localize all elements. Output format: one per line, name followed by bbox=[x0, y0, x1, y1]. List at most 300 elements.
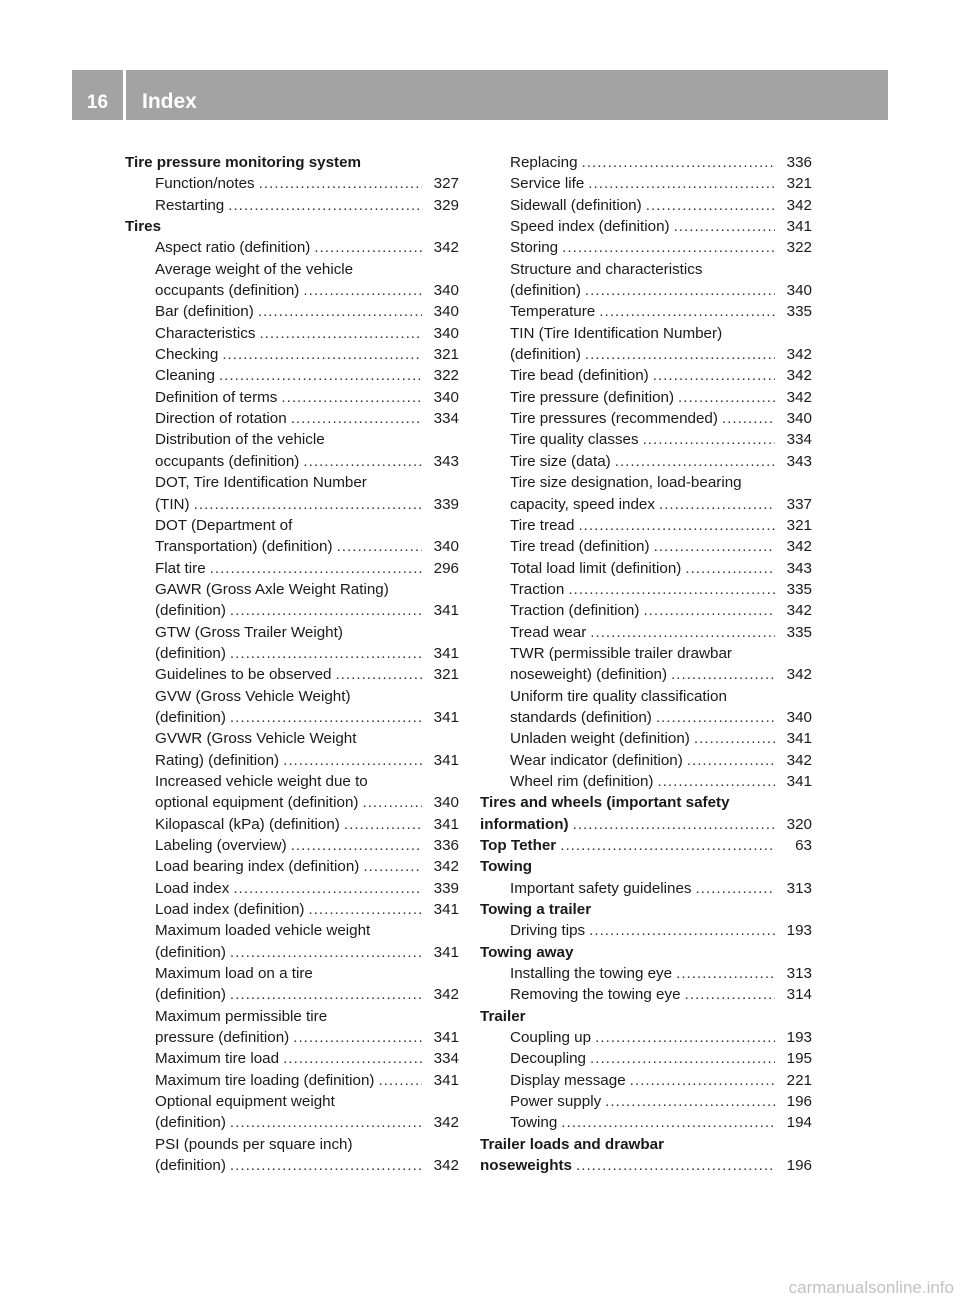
dot-leader bbox=[676, 963, 775, 984]
index-entry-text: TIN (Tire Identification Number) bbox=[510, 324, 723, 342]
dot-leader bbox=[588, 173, 775, 194]
index-entry bbox=[125, 173, 459, 194]
index-entry bbox=[480, 408, 812, 429]
index-entry-label: Tire tread (definition) bbox=[510, 538, 650, 556]
index-heading-entry bbox=[480, 835, 812, 856]
index-page-number: 329 bbox=[433, 196, 459, 214]
index-entry-label: Load index (definition) bbox=[155, 901, 305, 919]
dot-leader bbox=[696, 878, 775, 899]
index-column-right bbox=[480, 152, 812, 1177]
index-entry bbox=[125, 942, 459, 963]
dot-leader bbox=[230, 1112, 422, 1133]
index-page-number: 341 bbox=[433, 943, 459, 961]
index-entry-label: Maximum tire load bbox=[155, 1050, 280, 1068]
index-entry bbox=[480, 579, 812, 600]
index-entry-label: Installing the towing eye bbox=[510, 965, 673, 983]
index-entry-text: Maximum permissible tire bbox=[155, 1007, 328, 1025]
index-entry-label: Important safety guidelines bbox=[510, 879, 692, 897]
index-entry-label: (definition) bbox=[510, 282, 581, 300]
dot-leader bbox=[308, 899, 422, 920]
dot-leader bbox=[657, 771, 775, 792]
index-entry bbox=[480, 1112, 812, 1133]
index-page-number: 322 bbox=[433, 367, 459, 385]
dot-leader bbox=[590, 1048, 775, 1069]
index-entry-label: Temperature bbox=[510, 303, 596, 321]
dot-leader bbox=[363, 856, 422, 877]
index-entry bbox=[125, 387, 459, 408]
index-page-number: 195 bbox=[786, 1050, 812, 1068]
dot-leader bbox=[344, 814, 422, 835]
index-heading-entry bbox=[480, 1155, 812, 1176]
dot-leader bbox=[568, 579, 775, 600]
dot-leader bbox=[678, 387, 775, 408]
index-entry bbox=[125, 558, 459, 579]
index-entry-label: Removing the towing eye bbox=[510, 986, 681, 1004]
index-entry-label: Flat tire bbox=[155, 559, 206, 577]
index-entry bbox=[125, 195, 459, 216]
index-entry bbox=[480, 429, 812, 450]
index-entry-label: Load bearing index (definition) bbox=[155, 858, 360, 876]
index-entry-label: (definition) bbox=[155, 1157, 226, 1175]
index-entry bbox=[480, 707, 812, 728]
index-column-left bbox=[125, 152, 459, 1177]
index-entry bbox=[125, 643, 459, 664]
index-page-number: 63 bbox=[795, 837, 812, 854]
index-entry-label: Tire tread bbox=[510, 516, 575, 534]
index-page-number: 340 bbox=[433, 538, 459, 556]
index-heading: Tire pressure monitoring system bbox=[125, 154, 362, 171]
index-page-number: 340 bbox=[433, 303, 459, 321]
index-page-number: 340 bbox=[433, 324, 459, 342]
index-page-number: 313 bbox=[786, 965, 812, 983]
index-page-number: 342 bbox=[786, 666, 812, 684]
index-page-number: 342 bbox=[433, 239, 459, 257]
index-entry-text: GVWR (Gross Vehicle Weight bbox=[155, 730, 357, 748]
index-page-number: 321 bbox=[433, 346, 459, 364]
dot-leader bbox=[194, 494, 422, 515]
dot-leader bbox=[605, 1091, 775, 1112]
index-page-number: 327 bbox=[433, 175, 459, 193]
index-page-number: 342 bbox=[786, 751, 812, 769]
index-entry bbox=[480, 536, 812, 557]
dot-leader bbox=[687, 750, 775, 771]
dot-leader bbox=[362, 792, 422, 813]
dot-leader bbox=[314, 237, 422, 258]
index-entry-text: Maximum load on a tire bbox=[155, 965, 313, 983]
dot-leader bbox=[303, 280, 422, 301]
index-entry bbox=[125, 237, 459, 258]
index-page-number: 341 bbox=[433, 815, 459, 833]
dot-leader bbox=[228, 195, 422, 216]
index-entry-text: Structure and characteristics bbox=[510, 260, 703, 278]
index-entry bbox=[125, 494, 459, 515]
index-page-number: 334 bbox=[433, 410, 459, 428]
dot-leader bbox=[291, 835, 422, 856]
index-entry-text: Maximum loaded vehicle weight bbox=[155, 922, 371, 940]
index-entry bbox=[480, 984, 812, 1005]
index-entry-text: DOT (Department of bbox=[155, 516, 293, 534]
dot-leader bbox=[585, 344, 775, 365]
index-heading: Towing away bbox=[480, 943, 574, 961]
index-page-number: 339 bbox=[433, 495, 459, 513]
index-entry bbox=[480, 216, 812, 237]
index-entry-label: Bar (definition) bbox=[155, 303, 254, 321]
index-entry-label: Characteristics bbox=[155, 324, 256, 342]
index-page-number: 340 bbox=[433, 282, 459, 300]
dot-leader bbox=[630, 1070, 775, 1091]
index-entry-label: Wheel rim (definition) bbox=[510, 772, 654, 790]
index-page-number: 196 bbox=[786, 1093, 812, 1111]
index-entry bbox=[480, 280, 812, 301]
index-page-number: 334 bbox=[433, 1050, 459, 1068]
index-heading: Tires bbox=[125, 218, 162, 236]
dot-leader bbox=[230, 600, 422, 621]
dot-leader bbox=[643, 600, 775, 621]
index-entry bbox=[125, 664, 459, 685]
index-page-number: 342 bbox=[786, 196, 812, 214]
dot-leader bbox=[222, 344, 422, 365]
index-heading: Towing bbox=[480, 858, 533, 876]
dot-leader bbox=[233, 878, 422, 899]
index-page-number: 342 bbox=[433, 986, 459, 1004]
index-entry-label: Service life bbox=[510, 175, 585, 193]
index-heading: Trailer bbox=[480, 1007, 526, 1025]
index-page-number: 335 bbox=[786, 580, 812, 598]
index-entry-label: (definition) bbox=[155, 986, 226, 1004]
index-entry-label: Power supply bbox=[510, 1093, 602, 1111]
index-page-number: 221 bbox=[786, 1071, 812, 1089]
index-page-number: 343 bbox=[786, 452, 812, 470]
dot-leader bbox=[685, 558, 775, 579]
index-entry-label: Aspect ratio (definition) bbox=[155, 239, 311, 257]
dot-leader bbox=[599, 301, 775, 322]
dot-leader bbox=[582, 152, 775, 173]
index-heading-entry bbox=[480, 814, 812, 835]
index-entry bbox=[125, 899, 459, 920]
dot-leader bbox=[659, 494, 775, 515]
index-page-number: 341 bbox=[786, 772, 812, 790]
dot-leader bbox=[230, 942, 422, 963]
index-page-number: 337 bbox=[786, 495, 812, 513]
index-entry-label: capacity, speed index bbox=[510, 495, 655, 513]
dot-leader bbox=[694, 728, 775, 749]
index-entry-label: Tire pressures (recommended) bbox=[510, 410, 718, 428]
index-entry-text: Optional equipment weight bbox=[155, 1093, 335, 1111]
index-entry-label: (definition) bbox=[155, 1114, 226, 1132]
index-entry-label: Restarting bbox=[155, 196, 225, 214]
index-entry-text: Average weight of the vehicle bbox=[155, 260, 354, 278]
index-page-number: 314 bbox=[786, 986, 812, 1004]
index-page-number: 343 bbox=[786, 559, 812, 577]
index-heading: Trailer loads and drawbar bbox=[480, 1135, 664, 1153]
index-entry bbox=[480, 344, 812, 365]
index-entry-label: Unladen weight (definition) bbox=[510, 730, 690, 748]
dot-leader bbox=[573, 814, 775, 835]
index-page-number: 341 bbox=[786, 730, 812, 748]
index-page-number: 343 bbox=[433, 452, 459, 470]
index-entry bbox=[125, 1070, 459, 1091]
dot-leader bbox=[210, 558, 422, 579]
index-entry-label: Top Tether bbox=[480, 837, 557, 854]
index-entry bbox=[480, 664, 812, 685]
index-entry bbox=[480, 387, 812, 408]
index-entry bbox=[480, 195, 812, 216]
page-number: 16 bbox=[72, 70, 126, 120]
index-page-number: 340 bbox=[433, 388, 459, 406]
index-page-number: 340 bbox=[786, 282, 812, 300]
index-page-number: 342 bbox=[433, 1114, 459, 1132]
index-heading: Towing a trailer bbox=[480, 901, 592, 919]
index-entry bbox=[480, 1070, 812, 1091]
index-entry bbox=[480, 558, 812, 579]
index-page-number: 193 bbox=[786, 922, 812, 940]
dot-leader bbox=[589, 920, 775, 941]
dot-leader bbox=[561, 1112, 775, 1133]
dot-leader bbox=[230, 707, 422, 728]
index-entry-label: occupants (definition) bbox=[155, 452, 300, 470]
index-entry bbox=[480, 878, 812, 899]
index-entry-label: Sidewall (definition) bbox=[510, 196, 642, 214]
index-page-number: 193 bbox=[786, 1029, 812, 1047]
index-page-number: 296 bbox=[433, 559, 459, 577]
index-page-number: 342 bbox=[786, 388, 812, 406]
dot-leader bbox=[722, 408, 775, 429]
index-entry-label: Tire bead (definition) bbox=[510, 367, 649, 385]
index-entry bbox=[125, 408, 459, 429]
index-entry-label: (definition) bbox=[155, 943, 226, 961]
dot-leader bbox=[378, 1070, 422, 1091]
dot-leader bbox=[674, 216, 775, 237]
index-page-number: 320 bbox=[786, 815, 812, 833]
index-entry bbox=[480, 152, 812, 173]
index-entry bbox=[480, 237, 812, 258]
index-page-number: 321 bbox=[433, 666, 459, 684]
dot-leader bbox=[576, 1155, 775, 1176]
dot-leader bbox=[303, 451, 422, 472]
index-entry bbox=[480, 451, 812, 472]
index-page-number: 335 bbox=[786, 303, 812, 321]
index-entry-label: Transportation) (definition) bbox=[155, 538, 333, 556]
dot-leader bbox=[615, 451, 775, 472]
index-entry bbox=[480, 622, 812, 643]
dot-leader bbox=[654, 536, 775, 557]
index-entry-label: Function/notes bbox=[155, 175, 255, 193]
index-entry bbox=[125, 792, 459, 813]
index-entry bbox=[125, 323, 459, 344]
index-entry-label: Wear indicator (definition) bbox=[510, 751, 683, 769]
dot-leader bbox=[293, 1027, 422, 1048]
dot-leader bbox=[230, 1155, 422, 1176]
index-entry-text: Tire size designation, load-bearing bbox=[510, 474, 742, 492]
index-entry-text: GTW (Gross Trailer Weight) bbox=[155, 623, 343, 641]
dot-leader bbox=[656, 707, 775, 728]
index-entry-label: Definition of terms bbox=[155, 388, 278, 406]
index-page-number: 339 bbox=[433, 879, 459, 897]
index-entry bbox=[125, 984, 459, 1005]
dot-leader bbox=[230, 643, 422, 664]
dot-leader bbox=[219, 365, 422, 386]
dot-leader bbox=[578, 515, 775, 536]
index-entry-label: Coupling up bbox=[510, 1029, 592, 1047]
index-page-number: 322 bbox=[786, 239, 812, 257]
dot-leader bbox=[335, 664, 422, 685]
index-page-number: 341 bbox=[433, 602, 459, 620]
index-page-number: 321 bbox=[786, 175, 812, 193]
index-entry bbox=[125, 451, 459, 472]
index-page-number: 342 bbox=[786, 602, 812, 620]
index-entry-label: Tread wear bbox=[510, 623, 587, 641]
index-page-number: 321 bbox=[786, 516, 812, 534]
dot-leader bbox=[590, 622, 775, 643]
dot-leader bbox=[585, 280, 775, 301]
index-entry bbox=[480, 1091, 812, 1112]
index-entry bbox=[125, 814, 459, 835]
index-entry-label: information) bbox=[480, 815, 569, 833]
index-entry-label: Kilopascal (kPa) (definition) bbox=[155, 815, 340, 833]
dot-leader bbox=[671, 664, 775, 685]
index-page-number: 341 bbox=[433, 1029, 459, 1047]
index-entry-label: optional equipment (definition) bbox=[155, 794, 359, 812]
index-entry-label: Labeling (overview) bbox=[155, 837, 287, 854]
index-entry bbox=[480, 920, 812, 941]
index-entry-label: Load index bbox=[155, 879, 230, 897]
section-title: Index bbox=[142, 90, 197, 113]
index-page-number: 342 bbox=[786, 538, 812, 556]
index-entry bbox=[125, 707, 459, 728]
index-entry-text: Distribution of the vehicle bbox=[155, 431, 325, 449]
index-entry-label: Checking bbox=[155, 346, 219, 364]
index-entry-label: Traction (definition) bbox=[510, 602, 640, 620]
index-entry bbox=[480, 600, 812, 621]
index-entry bbox=[125, 280, 459, 301]
index-entry-label: Direction of rotation bbox=[155, 410, 287, 428]
watermark: carmanualsonline.info bbox=[788, 1278, 954, 1297]
index-page-number: 342 bbox=[786, 346, 812, 364]
index-page-number: 335 bbox=[786, 623, 812, 641]
index-entry bbox=[125, 536, 459, 557]
index-entry bbox=[480, 515, 812, 536]
index-entry-text: GVW (Gross Vehicle Weight) bbox=[155, 687, 351, 705]
index-page-number: 342 bbox=[786, 367, 812, 385]
index-entry bbox=[125, 600, 459, 621]
index-entry-label: (definition) bbox=[155, 644, 226, 662]
dot-leader bbox=[560, 835, 775, 856]
index-entry-label: (definition) bbox=[510, 346, 581, 364]
index-entry-text: TWR (permissible trailer drawbar bbox=[510, 644, 732, 662]
dot-leader bbox=[230, 984, 422, 1005]
index-entry bbox=[480, 750, 812, 771]
dot-leader bbox=[646, 195, 775, 216]
index-entry-text: GAWR (Gross Axle Weight Rating) bbox=[155, 580, 389, 598]
index-entry-text: Increased vehicle weight due to bbox=[155, 772, 368, 790]
dot-leader bbox=[562, 237, 775, 258]
index-entry bbox=[480, 771, 812, 792]
index-entry bbox=[480, 494, 812, 515]
index-entry-label: Traction bbox=[510, 580, 565, 598]
dot-leader bbox=[685, 984, 775, 1005]
index-entry bbox=[125, 301, 459, 322]
index-page-number: 334 bbox=[786, 431, 812, 449]
index-page-number: 196 bbox=[786, 1157, 812, 1175]
index-page-number: 342 bbox=[433, 858, 459, 876]
index-entry-label: Towing bbox=[510, 1114, 558, 1132]
index-entry-label: Replacing bbox=[510, 154, 578, 171]
index-entry-label: pressure (definition) bbox=[155, 1029, 290, 1047]
index-entry bbox=[125, 1155, 459, 1176]
index-entry-label: noseweights bbox=[480, 1157, 572, 1175]
index-entry-text: DOT, Tire Identification Number bbox=[155, 474, 367, 492]
index-entry bbox=[125, 835, 459, 856]
index-entry-label: (TIN) bbox=[155, 495, 190, 513]
index-entry bbox=[480, 365, 812, 386]
index-entry-label: occupants (definition) bbox=[155, 282, 300, 300]
index-page-number: 341 bbox=[433, 751, 459, 769]
index-entry-label: standards (definition) bbox=[510, 708, 652, 726]
index-page-number: 336 bbox=[786, 154, 812, 171]
index-entry-label: Decoupling bbox=[510, 1050, 586, 1068]
index-entry-label: noseweight) (definition) bbox=[510, 666, 668, 684]
index-entry bbox=[125, 1048, 459, 1069]
dot-leader bbox=[259, 323, 422, 344]
index-entry-label: Display message bbox=[510, 1071, 626, 1089]
index-page-number: 336 bbox=[433, 837, 459, 854]
index-entry-label: Driving tips bbox=[510, 922, 586, 940]
index-entry-label: Storing bbox=[510, 239, 559, 257]
index-entry bbox=[480, 1048, 812, 1069]
index-entry-label: Tire pressure (definition) bbox=[510, 388, 675, 406]
index-entry-text: Uniform tire quality classification bbox=[510, 687, 727, 705]
index-entry bbox=[125, 1027, 459, 1048]
index-page-number: 340 bbox=[433, 794, 459, 812]
dot-leader bbox=[337, 536, 422, 557]
page-header bbox=[72, 70, 888, 120]
index-entry bbox=[480, 301, 812, 322]
index-entry bbox=[125, 878, 459, 899]
dot-leader bbox=[291, 408, 422, 429]
dot-leader bbox=[281, 387, 422, 408]
index-entry-label: Tire quality classes bbox=[510, 431, 639, 449]
index-page-number: 341 bbox=[433, 644, 459, 662]
dot-leader bbox=[258, 301, 422, 322]
index-entry-label: (definition) bbox=[155, 602, 226, 620]
index-page-number: 341 bbox=[786, 218, 812, 236]
index-page-number: 341 bbox=[433, 901, 459, 919]
index-entry bbox=[125, 856, 459, 877]
index-entry bbox=[480, 728, 812, 749]
dot-leader bbox=[283, 750, 422, 771]
index-page-number: 340 bbox=[786, 410, 812, 428]
index-entry bbox=[480, 1027, 812, 1048]
index-page-number: 342 bbox=[433, 1157, 459, 1175]
index-entry-label: Tire size (data) bbox=[510, 452, 611, 470]
index-page-number: 341 bbox=[433, 1071, 459, 1089]
index-entry-label: Maximum tire loading (definition) bbox=[155, 1071, 375, 1089]
index-entry-text: PSI (pounds per square inch) bbox=[155, 1135, 353, 1153]
dot-leader bbox=[283, 1048, 422, 1069]
index-entry bbox=[125, 365, 459, 386]
index-page-number: 313 bbox=[786, 879, 812, 897]
index-entry-label: Cleaning bbox=[155, 367, 215, 385]
index-entry-label: (definition) bbox=[155, 708, 226, 726]
dot-leader bbox=[259, 173, 422, 194]
index-entry bbox=[480, 173, 812, 194]
dot-leader bbox=[595, 1027, 775, 1048]
index-entry bbox=[125, 1112, 459, 1133]
index-page-number: 340 bbox=[786, 708, 812, 726]
index-heading: Tires and wheels (important safety bbox=[480, 794, 730, 812]
index-page-number: 194 bbox=[786, 1114, 812, 1132]
index-page-number: 341 bbox=[433, 708, 459, 726]
